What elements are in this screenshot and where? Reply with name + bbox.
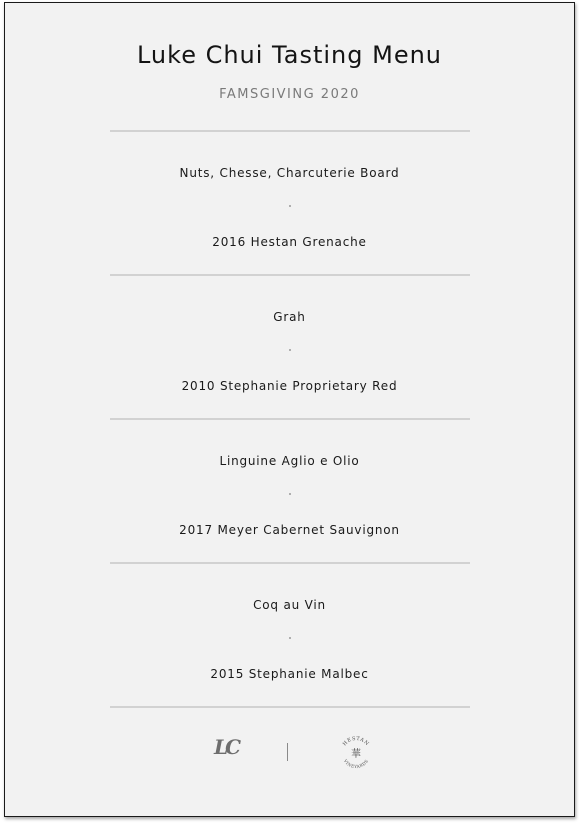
dish-name: Linguine Aglio e Olio [219, 454, 360, 468]
section-divider [110, 130, 470, 132]
svg-text:HESTAN [342, 736, 370, 747]
seal-bottom-text: VINEYARDS [342, 758, 370, 770]
course-2 [5, 290, 574, 430]
section-divider [110, 418, 470, 420]
wine-pairing: 2010 Stephanie Proprietary Red [181, 379, 398, 393]
menu-title: Luke Chui Tasting Menu [136, 41, 443, 69]
dish-name: Nuts, Chesse, Charcuterie Board [179, 166, 400, 180]
logo-divider [287, 743, 288, 761]
dish-name: Grah [273, 310, 306, 324]
section-divider [110, 562, 470, 564]
pairing-dot [289, 637, 291, 639]
seal-mark: 華 [351, 749, 361, 760]
footer-logos [5, 733, 574, 773]
pairing-dot [289, 205, 291, 207]
menu-card [4, 2, 575, 817]
section-divider [110, 706, 470, 708]
lc-monogram-icon: LC [214, 735, 238, 759]
course-3 [5, 434, 574, 574]
pairing-dot [289, 493, 291, 495]
course-1 [5, 146, 574, 286]
menu-subtitle: FAMSGIVING 2020 [219, 87, 360, 102]
dish-name: Coq au Vin [253, 598, 326, 612]
section-divider [110, 274, 470, 276]
wine-pairing: 2015 Stephanie Malbec [210, 667, 369, 681]
pairing-dot [289, 349, 291, 351]
wine-pairing: 2017 Meyer Cabernet Sauvignon [179, 523, 400, 537]
seal-top-text: HESTAN [341, 735, 371, 748]
wine-pairing: 2016 Hestan Grenache [212, 235, 367, 249]
hestan-seal-icon [336, 733, 376, 773]
course-4 [5, 578, 574, 718]
